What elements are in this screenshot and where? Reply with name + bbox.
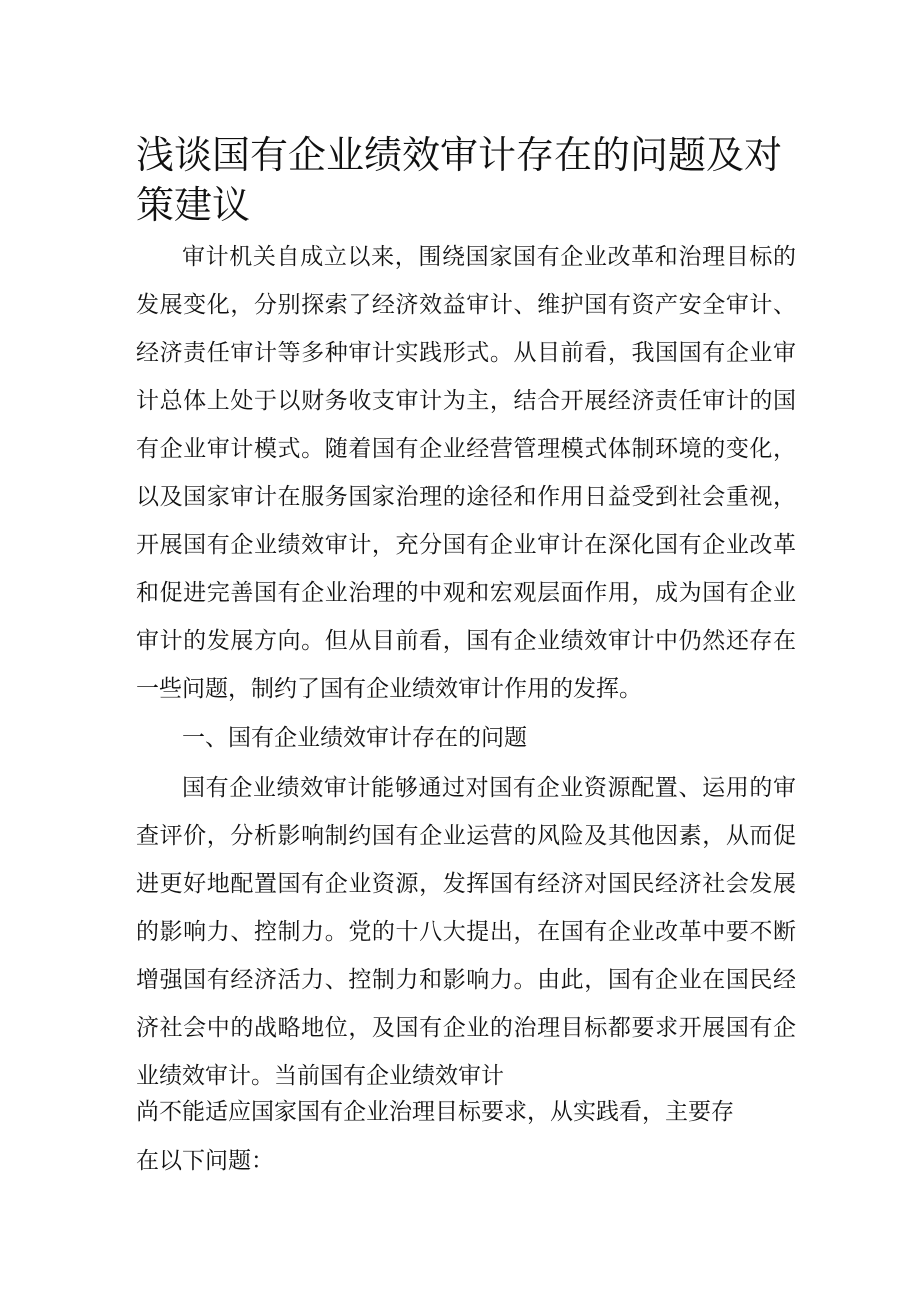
body-paragraph-last-line: 在以下问题： <box>136 1148 274 1174</box>
body-paragraph-continuation: 尚不能适应国家国有企业治理目标要求，从实践看，主要存 <box>136 1099 734 1125</box>
body-paragraph: 国有企业绩效审计能够通过对国有企业资源配置、运用的审查评价，分析影响制约国有企业运营的风险及其他因素，从而促进更好地配置国有企业资源，发挥国有经济对国民经济社会发展的影响力、控制力。党的十八大提出，在国有企业改革中要不断增强国有经济活力、控制力和影响力。由此，国有企业在国民经济社会中的战略地位，及国有企业的治理目标都要求开展国有企业绩效审计。当前国有企业绩效审计 <box>136 775 796 1089</box>
document-title: 浅谈国有企业绩效审计存在的问题及对策建议 <box>136 133 783 227</box>
intro-paragraph: 审计机关自成立以来，围绕国家国有企业改革和治理目标的发展变化，分别探索了经济效益审计、维护国有资产安全审计、经济责任审计等多种审计实践形式。从目前看，我国国有企业审计总体上处于以财务收支审计为主，结合开展经济责任审计的国有企业审计模式。随着国有企业经营管理模式体制环境的变化，以及国家审计在服务国家治理的途径和作用日益受到社会重视，开展国有企业绩效审计，充分国有企业审计在深化国有企业改革和促进完善国有企业治理的中观和宏观层面作用，成为国有企业审计的发展方向。但从目前看，国有企业绩效审计中仍然还存在一些问题，制约了国有企业绩效审计作用的发挥。 <box>136 244 796 702</box>
section-heading: 一、国有企业绩效审计存在的问题 <box>182 725 527 751</box>
